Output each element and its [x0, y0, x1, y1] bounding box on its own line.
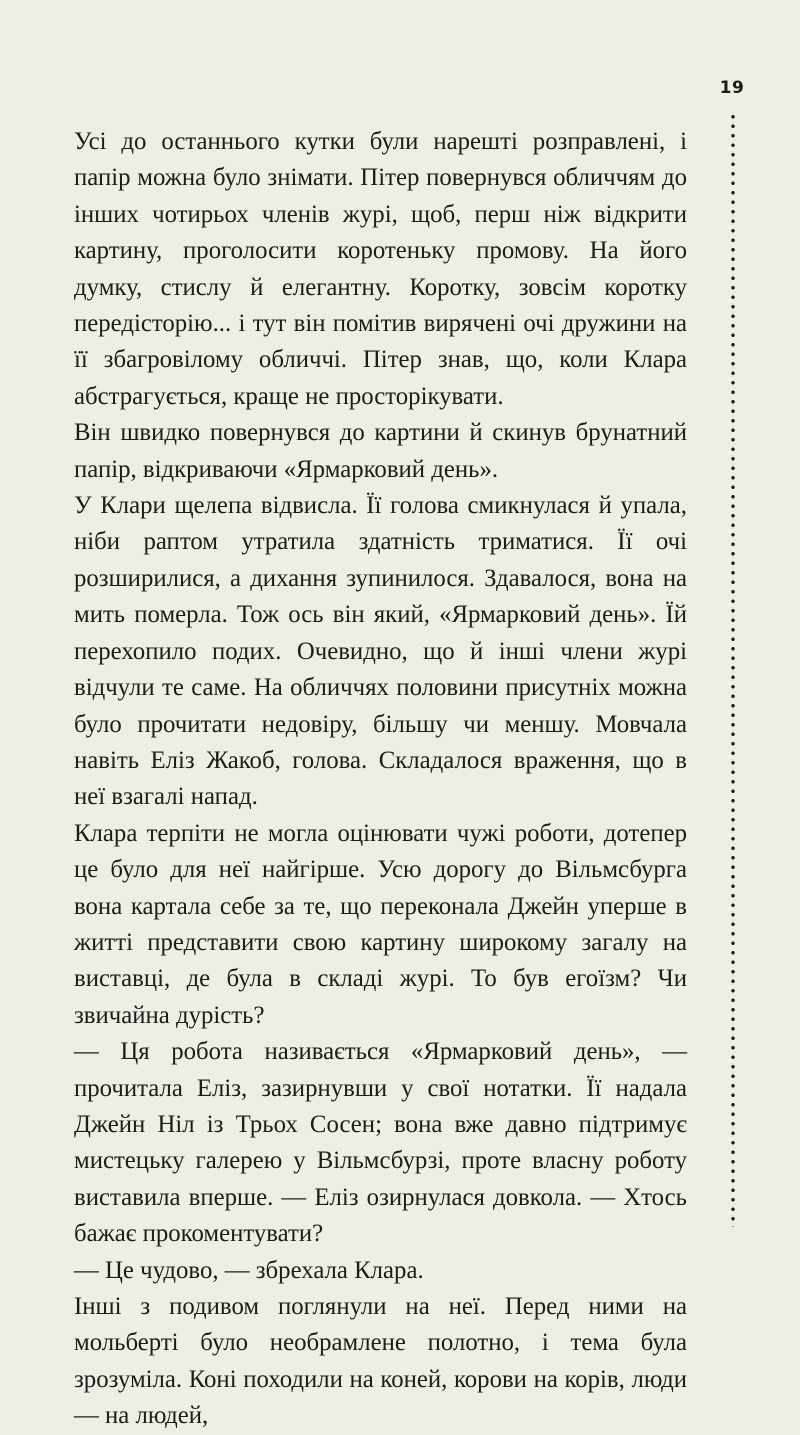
page-number: 19 [719, 78, 745, 98]
paragraph-2: Він швидко повернувся до картини й скинув брунатний папір, відкриваючи «Ярмарковий день». [74, 419, 687, 483]
paragraph-1: Усі до останнього кутки були нарешті розправлені, і папір можна було знімати. Пітер повернувся обличчям до інших чотирьох членів журі, щоб, перш ніж відкрити картину, проголосити коротеньку промову. На його думку, стислу й елегантну. Коротку, зовсім коротку передісторію... і тут він помітив вирячені очі дружини на її збагровілому обличчі. Пітер знав, що, коли Клара абстрагується, краще не просторікувати. [74, 128, 687, 410]
paragraph-3: У Клари щелепа відвисла. Її голова смикнулася й упала, ніби раптом утратила здатність триматися. Її очі розширилися, а дихання зупинилося. Здавалося, вона на мить померла. Тож ось він який, «Ярмарковий день». Їй перехопило подих. Очевидно, що й інші члени журі відчули те саме. На обличчях половини присутніх можна було прочитати недовіру, більшу чи меншу. Мовчала навіть Еліз Жакоб, голова. Складалося враження, що в неї взагалі напад. [74, 492, 687, 811]
paragraph-7: Інші з подивом поглянули на неї. Перед ними на мольберті було необрамлене полотно, і тема була зрозуміла. Коні походили на коней, корови на корів, люди — на людей, [74, 1293, 687, 1430]
paragraph-4: Клара терпіти не могла оцінювати чужі роботи, дотепер це було для неї найгірше. Усю дорогу до Вільмсбурга вона картала себе за те, що переконала Джейн уперше в житті представити свою картину широкому загалу на виставці, де була в складі журі. То був егоїзм? Чи звичайна дурість? [74, 819, 687, 1029]
body-text [74, 124, 687, 1435]
dotted-margin-rule [731, 112, 735, 1227]
paragraph-6: — Це чудово, — збрехала Клара. [74, 1256, 424, 1284]
paragraph-5: — Ця робота називається «Ярмарковий день», — прочитала Еліз, зазирнувши у свої нотатки. Її надала Джейн Ніл із Трьох Сосен; вона вже давно підтримує мистецьку галерею у Вільмсбурзі, проте власну роботу виставила вперше. — Еліз озирнулася довкола. — Хтось бажає прокоментувати? [74, 1038, 687, 1248]
